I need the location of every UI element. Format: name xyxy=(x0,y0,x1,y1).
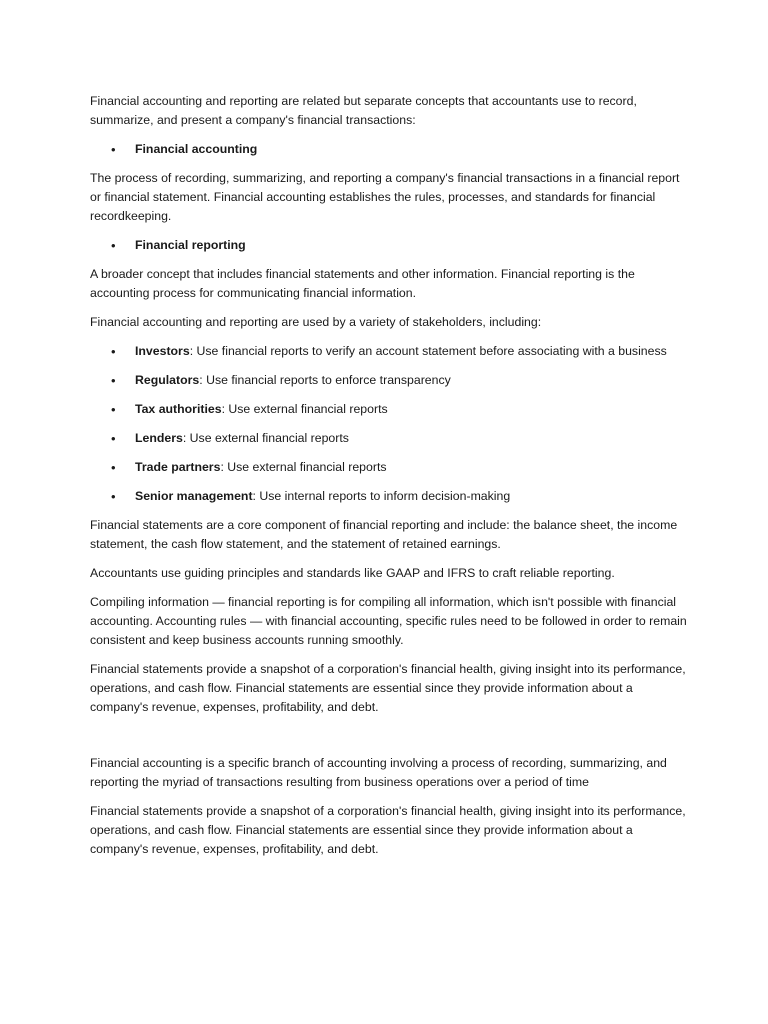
list-item xyxy=(90,458,690,477)
list-item xyxy=(90,400,690,419)
document-body xyxy=(90,92,690,869)
stakeholder-desc: : Use financial reports to verify an account statement before associating with a business xyxy=(189,344,667,358)
stakeholder-term: Senior management xyxy=(135,489,253,503)
list-item xyxy=(90,342,690,361)
branch-of-accounting-paragraph: Financial accounting is a specific branch of accounting involving a process of recording, summarizing, and reporting the myriad of transactions resulting from business operations over a period of time xyxy=(90,756,667,789)
stakeholder-desc: : Use external financial reports xyxy=(182,431,349,445)
compiling-information-paragraph: Compiling information — financial reporting is for compiling all information, which isn't possible with financial accounting. Accounting rules — with financial accounting, specific rules need to be followed in order to remain consistent and keep business accounts running smoothly. xyxy=(90,595,687,647)
stakeholder-term: Investors xyxy=(135,344,190,358)
heading-list-accounting xyxy=(90,140,690,159)
list-item xyxy=(90,429,690,448)
stakeholder-term: Trade partners xyxy=(135,460,221,474)
list-item xyxy=(90,487,690,506)
blank-line xyxy=(90,727,690,754)
financial-accounting-paragraph: The process of recording, summarizing, and reporting a company's financial transactions in a financial report or financial statement. Financial accounting establishes the rules, processes, and standards for financial recordkeeping. xyxy=(90,171,680,223)
snapshot-paragraph-repeat: Financial statements provide a snapshot of a corporation's financial health, giving insight into its performance, operations, and cash flow. Financial statements are essential since they provide information about a company's revenue, expenses, profitability, and debt. xyxy=(90,804,686,856)
snapshot-paragraph: Financial statements provide a snapshot of a corporation's financial health, giving insight into its performance, operations, and cash flow. Financial statements are essential since they provide information about a company's revenue, expenses, profitability, and debt. xyxy=(90,662,686,714)
stakeholder-desc: : Use external financial reports xyxy=(221,402,388,416)
stakeholder-term: Lenders xyxy=(135,431,183,445)
list-item xyxy=(90,140,690,159)
intro-paragraph: Financial accounting and reporting are related but separate concepts that accountants use to record, summarize, and present a company's financial transactions: xyxy=(90,94,637,127)
stakeholder-desc: : Use external financial reports xyxy=(220,460,387,474)
stakeholder-term: Tax authorities xyxy=(135,402,222,416)
stakeholders-intro-paragraph: Financial accounting and reporting are used by a variety of stakeholders, including: xyxy=(90,315,542,329)
bullet-heading-financial-reporting: Financial reporting xyxy=(135,238,246,252)
list-item xyxy=(90,371,690,390)
stakeholders-list xyxy=(90,342,690,506)
stakeholder-term: Regulators xyxy=(135,373,200,387)
stakeholder-desc: : Use financial reports to enforce transparency xyxy=(199,373,451,387)
financial-reporting-paragraph: A broader concept that includes financial statements and other information. Financial reporting is the accounting process for communicating financial information. xyxy=(90,267,635,300)
list-item xyxy=(90,236,690,255)
heading-list-reporting xyxy=(90,236,690,255)
gaap-ifrs-paragraph: Accountants use guiding principles and standards like GAAP and IFRS to craft reliable reporting. xyxy=(90,566,615,580)
stakeholder-desc: : Use internal reports to inform decision-making xyxy=(252,489,511,503)
core-component-paragraph: Financial statements are a core component of financial reporting and include: the balance sheet, the income statement, the cash flow statement, and the statement of retained earnings. xyxy=(90,518,678,551)
bullet-heading-financial-accounting: Financial accounting xyxy=(135,142,258,156)
